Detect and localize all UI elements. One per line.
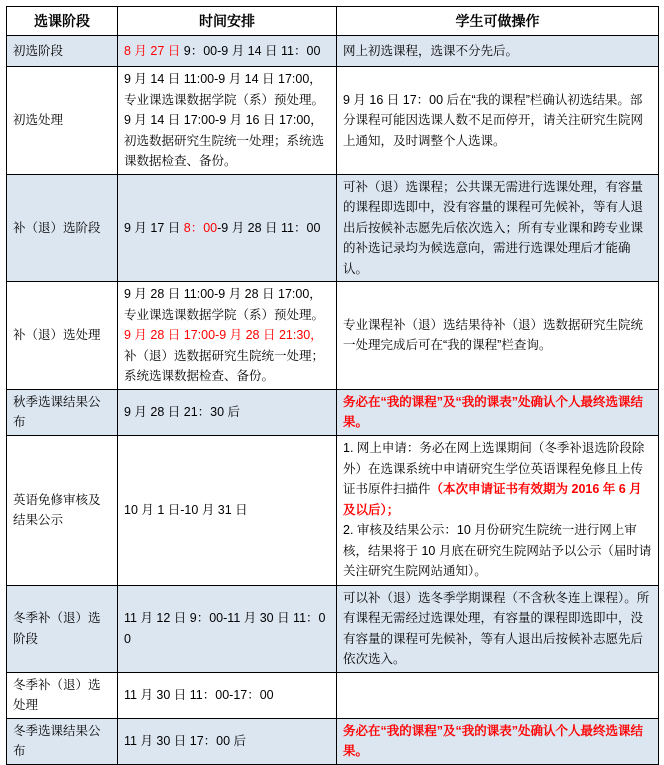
phase-cell: 冬季补（退）选处理 bbox=[7, 672, 118, 718]
paragraph bbox=[124, 218, 330, 239]
phase-cell: 冬季补（退）选阶段 bbox=[7, 585, 118, 672]
paragraph bbox=[124, 284, 330, 387]
time-cell bbox=[118, 389, 337, 435]
table-row bbox=[7, 282, 659, 390]
text-segment: 9 月 17 日 bbox=[124, 220, 184, 235]
time-cell bbox=[118, 718, 337, 764]
ops-cell bbox=[337, 718, 659, 764]
paragraph bbox=[343, 721, 652, 762]
paragraph bbox=[124, 500, 330, 521]
ops-cell bbox=[337, 67, 659, 175]
paragraph bbox=[343, 315, 652, 356]
text-segment: 11 月 30 日 17：00 后 bbox=[124, 733, 247, 748]
course-selection-schedule-table bbox=[6, 6, 659, 765]
text-segment: 11 月 12 日 9：00-11 月 30 日 11：00 bbox=[124, 611, 326, 646]
text-segment: 10 月 1 日-10 月 31 日 bbox=[124, 502, 248, 517]
ops-cell bbox=[337, 282, 659, 390]
text-segment: 可以补（退）选冬季学期课程（不含秋冬连上课程）。所有课程无需经过选课处理，有容量的课程即选即中，没有容量的课程可先候补，等有人退出后按候补志愿先后依次选入。 bbox=[343, 590, 650, 666]
phase-cell: 英语免修审核及结果公示 bbox=[7, 435, 118, 585]
time-cell bbox=[118, 36, 337, 67]
time-cell bbox=[118, 67, 337, 175]
ops-cell bbox=[337, 585, 659, 672]
col-header-phase: 选课阶段 bbox=[7, 7, 118, 36]
text-segment: 8：00 bbox=[183, 220, 218, 235]
table-body bbox=[7, 36, 659, 765]
text-segment: 11 月 30 日 11：00-17：00 bbox=[124, 687, 274, 702]
text-segment: 专业课程补（退）选结果待补（退）选数据研究生院统一处理完成后可在“我的课程”栏查询。 bbox=[343, 317, 644, 353]
phase-cell: 秋季选课结果公布 bbox=[7, 389, 118, 435]
text-segment: 9 月 14 日 11:00-9 月 14 日 17:00，专业课选课数据学院（系）预处理。9 月 14 日 17:00-9 月 16 日 17:00，初选数据研究生院统一处理；系统选课数据检查、备份。 bbox=[124, 72, 325, 168]
ops-cell bbox=[337, 672, 659, 718]
text-segment: 1. 网上申请：务必在网上选课期间（冬季补退选阶段除外）在选课系统中申请研究生学位英语课程免修且上传证书原件扫描件 bbox=[343, 441, 645, 497]
paragraph bbox=[343, 90, 652, 152]
text-segment: -9 月 28 日 11：00 bbox=[217, 220, 321, 235]
text-segment: 网上初选课程，选课不分先后。 bbox=[343, 43, 519, 58]
phase-cell: 补（退）选阶段 bbox=[7, 174, 118, 282]
text-segment: 9 月 28 日 21：30 后 bbox=[124, 404, 241, 419]
time-cell bbox=[118, 585, 337, 672]
ops-cell bbox=[337, 435, 659, 585]
table-row bbox=[7, 67, 659, 175]
text-segment: 2. 审核及结果公示：10 月份研究生院统一进行网上审核，结果将于 10 月底在研究生院网站予以公示（届时请关注研究生院网站通知）。 bbox=[343, 523, 652, 579]
paragraph bbox=[124, 69, 330, 172]
col-header-operations: 学生可做操作 bbox=[337, 7, 659, 36]
paragraph bbox=[124, 402, 330, 423]
paragraph bbox=[124, 731, 330, 752]
paragraph bbox=[343, 392, 652, 433]
text-segment: 8 月 27 日 bbox=[124, 43, 184, 58]
text-segment: 补（退）选数据研究生院统一处理；系统选课数据检查、备份。 bbox=[124, 348, 325, 383]
ops-cell bbox=[337, 389, 659, 435]
time-cell bbox=[118, 174, 337, 282]
paragraph bbox=[343, 588, 652, 670]
table-row bbox=[7, 435, 659, 585]
header-row bbox=[7, 7, 659, 36]
paragraph bbox=[343, 41, 652, 62]
paragraph bbox=[124, 608, 330, 649]
ops-cell bbox=[337, 174, 659, 282]
table-row bbox=[7, 718, 659, 764]
text-segment: 务必在“我的课程”及“我的课表”处确认个人最终选课结果。 bbox=[343, 723, 644, 758]
text-segment: 可补（退）选课程；公共课无需进行选课处理，有容量的课程即选即中，没有容量的课程可先候补，等有人退出后按候补志愿先后依次选入；所有专业课和跨专业课的补选记录均为候选意向，需进行选课处理后才能确认。 bbox=[343, 179, 644, 276]
phase-cell: 冬季选课结果公布 bbox=[7, 718, 118, 764]
table-row bbox=[7, 36, 659, 67]
table-row bbox=[7, 389, 659, 435]
time-cell bbox=[118, 435, 337, 585]
table-row bbox=[7, 585, 659, 672]
table-header bbox=[7, 7, 659, 36]
text-segment: 9 月 16 日 17：00 后在“我的课程”栏确认初选结果。部分课程可能因选课人数不足而停开，请关注研究生院网上通知，及时调整个人选课。 bbox=[343, 92, 644, 148]
ops-cell bbox=[337, 36, 659, 67]
time-cell bbox=[118, 672, 337, 718]
time-cell bbox=[118, 282, 337, 390]
paragraph bbox=[343, 438, 652, 520]
text-segment: 9：00-9 月 14 日 11：00 bbox=[183, 43, 321, 58]
text-segment: 9 月 28 日 17:00-9 月 28 日 21:30， bbox=[124, 328, 323, 342]
course-selection-schedule bbox=[6, 6, 659, 765]
phase-cell: 初选阶段 bbox=[7, 36, 118, 67]
table-row bbox=[7, 174, 659, 282]
text-segment: 务必在“我的课程”及“我的课表”处确认个人最终选课结果。 bbox=[343, 394, 644, 429]
paragraph bbox=[343, 520, 652, 582]
phase-cell: 补（退）选处理 bbox=[7, 282, 118, 390]
paragraph bbox=[124, 41, 330, 62]
col-header-time: 时间安排 bbox=[118, 7, 337, 36]
paragraph bbox=[124, 685, 330, 706]
paragraph bbox=[343, 177, 652, 280]
phase-cell: 初选处理 bbox=[7, 67, 118, 175]
text-segment: 9 月 28 日 11:00-9 月 28 日 17:00，专业课选课数据学院（系）预处理。 bbox=[124, 287, 325, 322]
text-segment: （本次申请证书有效期为 2016 年 6 月及以后）； bbox=[343, 482, 642, 517]
table-row bbox=[7, 672, 659, 718]
